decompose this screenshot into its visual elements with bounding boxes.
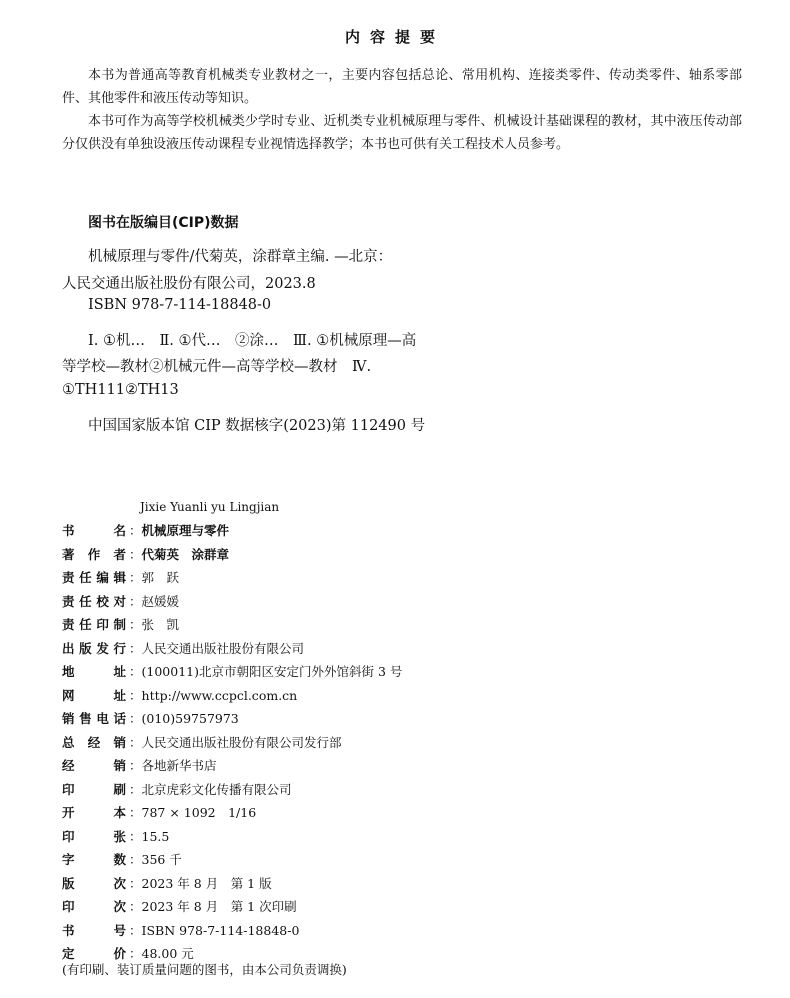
colophon-row-value: 各地新华书店 bbox=[141, 758, 217, 773]
colophon-row: 字 数 ： 356 千 bbox=[62, 852, 182, 867]
colophon-row: 印 刷 ： 北京虎彩文化传播有限公司 bbox=[62, 781, 292, 797]
colophon-row-value: 2023 年 8 月 第 1 次印刷 bbox=[141, 899, 297, 914]
colophon-row-value: http://www.ccpcl.com.cn bbox=[141, 687, 298, 703]
cip-line-6: ①TH111②TH13 bbox=[62, 382, 179, 398]
colophon-row-key: 出 版 发 行 bbox=[62, 640, 126, 656]
colophon-row-value: (100011)北京市朝阳区安定门外外馆斜街 3 号 bbox=[141, 664, 403, 679]
colophon-row-key: 印 张 bbox=[62, 828, 126, 844]
colophon-row-key: 书 名 bbox=[62, 523, 126, 538]
cip-heading: 图书在版编目(CIP)数据 bbox=[88, 215, 239, 231]
colophon-row-key: 开 本 bbox=[62, 805, 126, 820]
colophon-row-value: 机械原理与零件 bbox=[141, 523, 230, 538]
colophon-row-value: 人民交通出版社股份有限公司 bbox=[141, 640, 305, 656]
colophon-row: 销 售 电 话 ： (010)59757973 bbox=[62, 711, 239, 726]
summary-title: 内容提要 bbox=[344, 28, 445, 46]
colophon-row-value: 郭 跃 bbox=[141, 570, 180, 585]
colophon-row: 出 版 发 行 ： 人民交通出版社股份有限公司 bbox=[62, 640, 305, 656]
colophon-row-value: 人民交通出版社股份有限公司发行部 bbox=[141, 734, 342, 750]
colophon-row: 开 本 ： 787 × 1092 1/16 bbox=[62, 805, 257, 820]
colophon-row-value: (010)59757973 bbox=[141, 711, 239, 726]
colophon-row-value: 356 千 bbox=[141, 852, 182, 867]
colophon-row-key: 销 售 电 话 bbox=[62, 711, 126, 726]
colophon-row: 印 张 ： 15.5 bbox=[62, 828, 170, 844]
colophon-row-key: 责 任 印 制 bbox=[62, 617, 126, 632]
colophon-row: 定 价 ： 48.00 元 bbox=[62, 946, 194, 961]
colophon-row: 责 任 印 制 ： 张 凯 bbox=[62, 617, 180, 632]
colophon-row-key: 地 址 bbox=[62, 664, 126, 679]
colophon-row: 经 销 ： 各地新华书店 bbox=[62, 758, 217, 773]
colophon-row-value: 48.00 元 bbox=[141, 946, 194, 961]
colophon-row: 地 址 ： (100011)北京市朝阳区安定门外外馆斜街 3 号 bbox=[62, 664, 403, 679]
colophon-row-value: 代菊英 涂群章 bbox=[141, 546, 230, 562]
colophon-row-key: 责 任 编 辑 bbox=[62, 570, 126, 585]
colophon-row: 责 任 编 辑 ： 郭 跃 bbox=[62, 570, 180, 585]
cip-line-5: 等学校—教材②机械元件—高等学校—教材 Ⅳ. bbox=[62, 359, 372, 375]
colophon-row-key: 印 次 bbox=[62, 899, 126, 914]
colophon-row: 责 任 校 对 ： 赵媛媛 bbox=[62, 593, 180, 609]
colophon-row-key: 总 经 销 bbox=[62, 734, 126, 750]
cip-line-2: 人民交通出版社股份有限公司，2023.8 bbox=[62, 276, 316, 292]
colophon-row-value: 15.5 bbox=[141, 828, 170, 844]
colophon-row: 版 次 ： 2023 年 8 月 第 1 版 bbox=[62, 875, 272, 891]
colophon-row-key: 网 址 bbox=[62, 687, 126, 703]
colophon-row-key: 经 销 bbox=[62, 758, 126, 773]
colophon-row: 书 号 ： ISBN 978-7-114-18848-0 bbox=[62, 922, 300, 938]
summary-paragraph-2: 本书可作为高等学校机械类少学时专业、近机类专业机械原理与零件、机械设计基础课程的教材，其中液压传动部分仅供没有单独设液压传动课程专业视情选择教学；本书也可供有关工程技术人员参考。 bbox=[62, 114, 742, 152]
colophon-row-value: 张 凯 bbox=[141, 617, 180, 632]
colophon-row: 书 名 ： 机械原理与零件 bbox=[62, 523, 230, 538]
cip-line-1: 机械原理与零件/代菊英，涂群章主编. —北京： bbox=[88, 249, 393, 265]
colophon-row-value: 赵媛媛 bbox=[141, 593, 180, 609]
colophon-row: 印 次 ： 2023 年 8 月 第 1 次印刷 bbox=[62, 899, 297, 914]
colophon-row-key: 版 次 bbox=[62, 875, 126, 891]
colophon-row-value: 2023 年 8 月 第 1 版 bbox=[141, 875, 272, 891]
cip-line-4: Ⅰ. ①机… Ⅱ. ①代… ②涂… Ⅲ. ①机械原理—高 bbox=[88, 333, 417, 349]
colophon-row: 网 址 ： http://www.ccpcl.com.cn bbox=[62, 687, 298, 703]
colophon-row-value: ISBN 978-7-114-18848-0 bbox=[141, 922, 300, 938]
colophon-row-key: 字 数 bbox=[62, 852, 126, 867]
colophon-row-key: 定 价 bbox=[62, 946, 126, 961]
colophon-row: 著 作 者 ： 代菊英 涂群章 bbox=[62, 546, 230, 562]
cip-line-3: ISBN 978-7-114-18848-0 bbox=[88, 297, 272, 313]
colophon-row-value: 北京虎彩文化传播有限公司 bbox=[141, 781, 292, 797]
book-title-pinyin: Jixie Yuanli yu Lingjian bbox=[140, 500, 280, 514]
colophon-row-key: 印 刷 bbox=[62, 781, 126, 797]
summary-paragraph-1: 本书为普通高等教育机械类专业教材之一，主要内容包括总论、常用机构、连接类零件、传动类零件、轴系零部件、其他零件和液压传动等知识。 bbox=[62, 68, 742, 106]
colophon-row-key: 著 作 者 bbox=[62, 546, 126, 562]
colophon-row-value: 787 × 1092 1/16 bbox=[141, 805, 257, 820]
colophon-row: 总 经 销 ： 人民交通出版社股份有限公司发行部 bbox=[62, 734, 342, 750]
colophon-row-key: 责 任 校 对 bbox=[62, 593, 126, 609]
colophon-footnote: (有印刷、装订质量问题的图书，由本公司负责调换) bbox=[62, 962, 347, 977]
cip-line-7: 中国国家版本馆 CIP 数据核字(2023)第 112490 号 bbox=[88, 418, 426, 434]
colophon-row-key: 书 号 bbox=[62, 922, 126, 938]
